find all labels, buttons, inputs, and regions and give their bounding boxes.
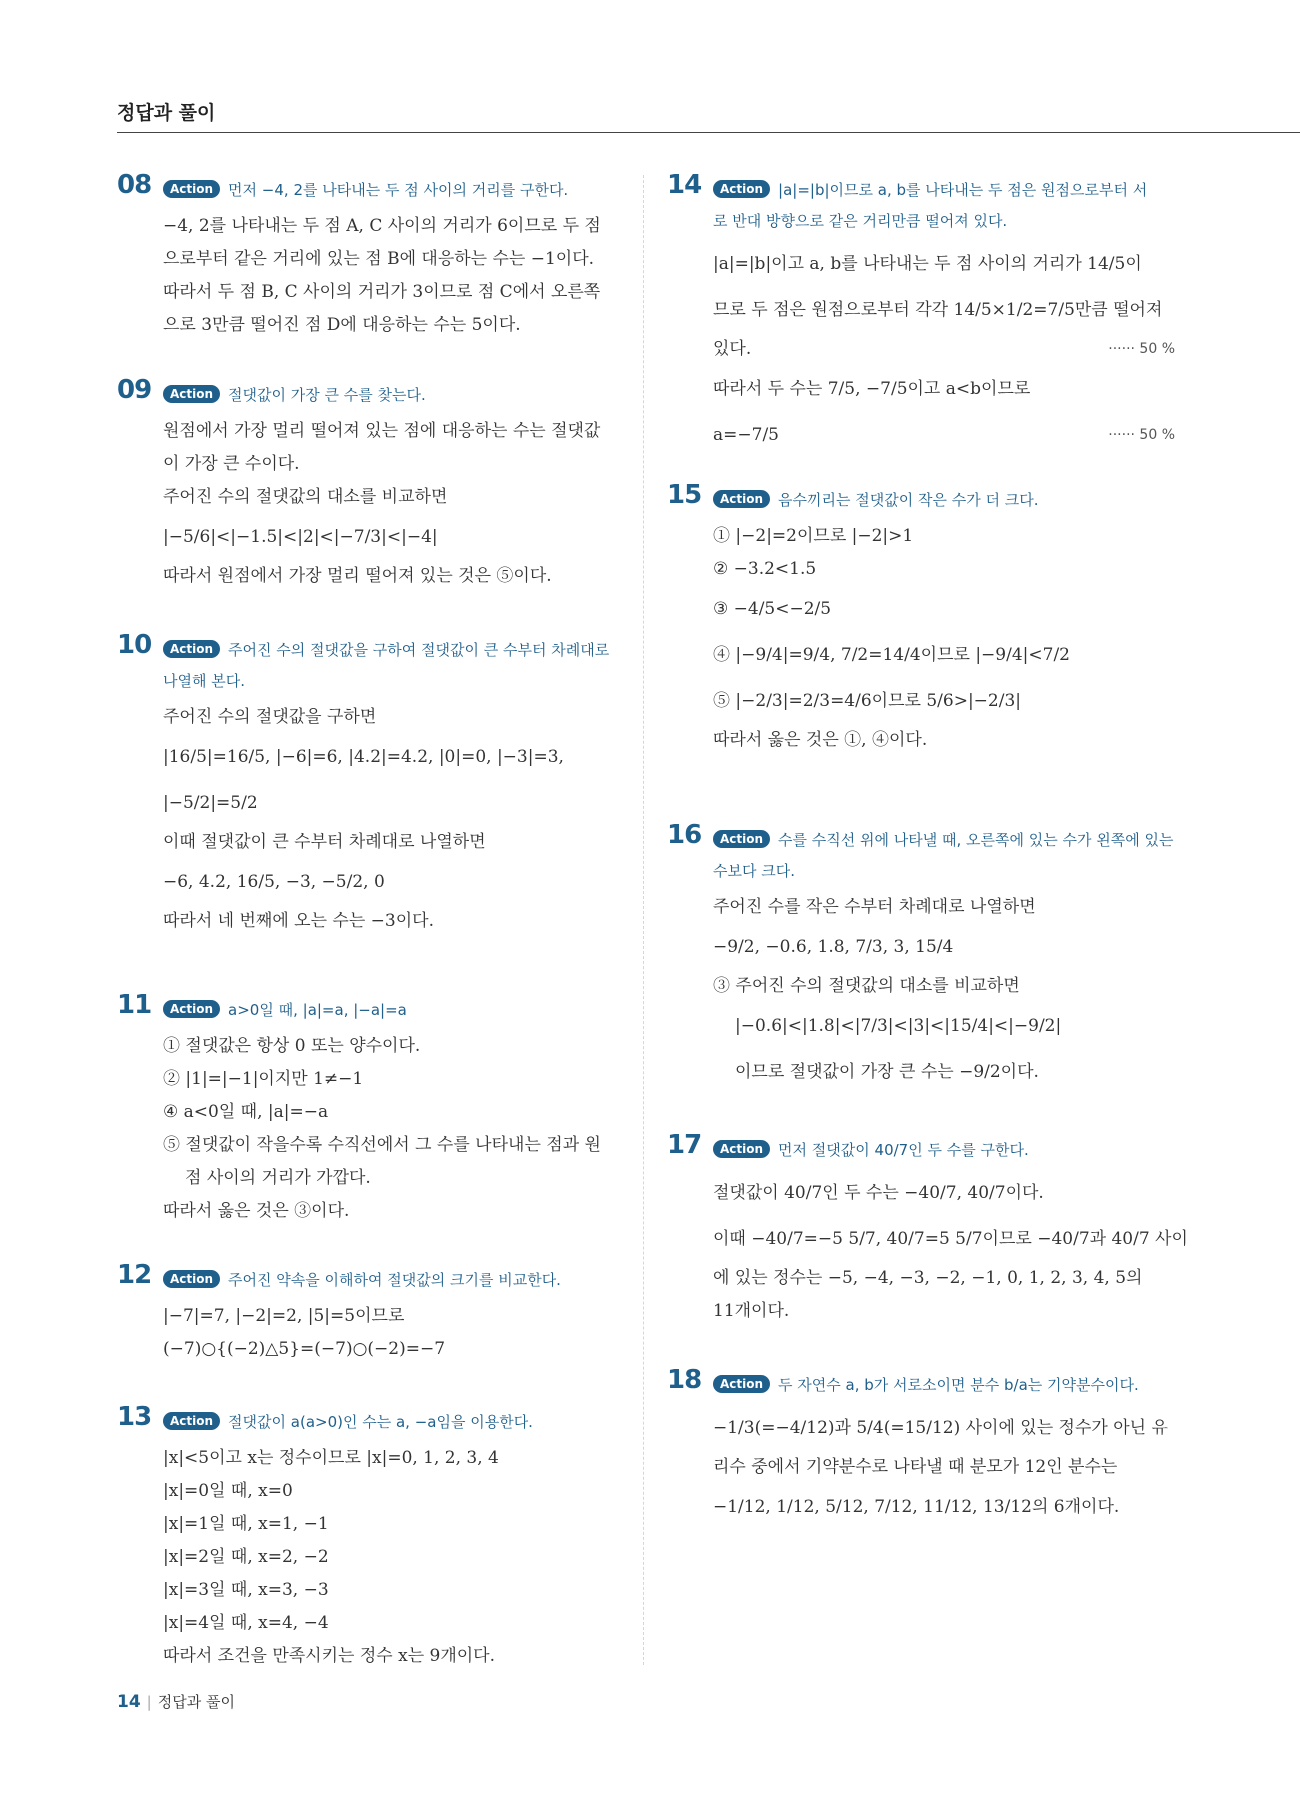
action-hint [713,825,1175,856]
solution-line-text: −1/12, 1/12, 5/12, 7/12, 11/12, 13/12의 6개이다. [713,1497,1120,1517]
solution-line [713,520,1175,553]
action-badge: Action [163,180,220,198]
solution-body [713,520,1175,757]
solution-line [163,1508,629,1541]
solution-line-text: −1/3(=−4/12)과 5/4(=15/12) 사이에 있는 정수가 아닌 유 [713,1418,1168,1438]
action-hint [163,995,629,1026]
solution-body [163,210,629,342]
solution-line [713,553,1175,586]
action-hint [713,175,1175,206]
solution-line [713,970,1175,1003]
solution-line-text: 따라서 옳은 것은 ①, ④이다. [713,730,928,750]
solution-line [163,1063,629,1096]
solution-line [713,924,1175,970]
solution-line [713,1405,1175,1451]
solution-line [163,560,629,593]
problem-number: 09 [117,375,152,405]
solution-body [713,1405,1175,1530]
solution-line [163,276,629,309]
problem-08 [117,170,629,342]
solution-line [163,1300,629,1333]
solution-line [713,287,1175,333]
solution-line [163,243,629,276]
header-divider [117,132,1300,133]
solution-line [163,1030,629,1063]
solution-line-text: 이때 절댓값이 큰 수부터 차례대로 나열하면 [163,832,486,852]
solution-line-text: 으로부터 같은 거리에 있는 점 B에 대응하는 수는 −1이다. [163,249,595,269]
solution-line-text: 절댓값이 40/7인 두 수는 −40/7, 40/7이다. [713,1183,1044,1203]
solution-line-text: −9/2, −0.6, 1.8, 7/3, 3, 15/4 [713,937,954,957]
solution-line [163,1162,629,1195]
solution-body [163,415,629,593]
solution-line [163,701,629,734]
action-hint-text: 절댓값이 a(a>0)인 수는 a, −a임을 이용한다. [228,1413,533,1431]
solution-line-text: |x|<5이고 x는 정수이므로 |x|=0, 1, 2, 3, 4 [163,1448,499,1468]
solution-line [713,678,1175,724]
solution-body [163,1030,629,1228]
solution-line-text: |x|=4일 때, x=4, −4 [163,1613,329,1633]
solution-line-text: |−0.6|<|1.8|<|7/3|<|3|<|15/4|<|−9/2| [735,1016,1062,1036]
solution-line-text: 따라서 조건을 만족시키는 정수 x는 9개이다. [163,1646,495,1666]
action-badge: Action [163,1412,220,1430]
action-hint-text: 절댓값이 가장 큰 수를 찾는다. [228,386,426,404]
solution-line-text: 므로 두 점은 원점으로부터 각각 14/5×1/2=7/5만큼 떨어져 [713,300,1163,320]
solution-line-text: 주어진 수의 절댓값의 대소를 비교하면 [163,487,448,507]
problem-number: 13 [117,1402,152,1432]
problem-18 [667,1365,1175,1530]
solution-line [713,1451,1175,1484]
solution-line-text: 이때 −40/7=−5 5/7, 40/7=5 5/7이므로 −40/7과 40/7 사이 [713,1229,1188,1249]
solution-line [163,210,629,243]
score-percent: ······ 50 % [1108,341,1175,357]
solution-line-text: 이 가장 큰 수이다. [163,454,300,474]
solution-body [163,1442,629,1673]
solution-line-text: 주어진 수를 작은 수부터 차례대로 나열하면 [713,897,1036,917]
solution-line [713,333,1175,366]
solution-line [163,309,629,342]
solution-line-text: ② |1|=|−1|이지만 1≠−1 [163,1069,364,1089]
solution-line-text: 이므로 절댓값이 가장 큰 수는 −9/2이다. [735,1062,1039,1082]
solution-line-text: |x|=3일 때, x=3, −3 [163,1580,329,1600]
action-hint [713,485,1175,516]
solution-line [163,905,629,938]
solution-line-text: 따라서 두 수는 7/5, −7/5이고 a<b이므로 [713,379,1031,399]
solution-body [713,891,1175,1095]
solution-line [713,1262,1175,1295]
solution-line [163,859,629,905]
solution-line-text: ④ |−9/4|=9/4, 7/2=14/4이므로 |−9/4|<7/2 [713,645,1070,665]
solution-line [163,780,629,826]
solution-line [163,1129,629,1162]
solution-line [713,891,1175,924]
solution-line-text: |16/5|=16/5, |−6|=6, |4.2|=4.2, |0|=0, |−3|=3, [163,747,564,767]
action-hint [713,1370,1175,1401]
solution-line [713,1216,1188,1262]
solution-line [163,481,629,514]
solution-line [713,586,1175,632]
action-hint [163,635,629,666]
solution-line-text: −4, 2를 나타내는 두 점 A, C 사이의 거리가 6이므로 두 점 [163,216,601,236]
solution-line [713,724,1175,757]
solution-line [163,1333,629,1366]
action-badge: Action [713,490,770,508]
solution-line-text: ① 절댓값은 항상 0 또는 양수이다. [163,1036,421,1056]
solution-line [713,1295,1175,1328]
solution-line-text: |a|=|b|이고 a, b를 나타내는 두 점 사이의 거리가 14/5이 [713,254,1142,274]
solution-line-text: ④ a<0일 때, |a|=−a [163,1102,329,1122]
action-hint [163,1407,629,1438]
action-hint-text-cont: 수보다 크다. [713,862,795,880]
solution-line-text: ⑤ |−2/3|=2/3=4/6이므로 5/6>|−2/3| [713,691,1022,711]
action-hint-text: 음수끼리는 절댓값이 작은 수가 더 크다. [778,491,1039,509]
solution-body [713,241,1175,458]
solution-body [163,1300,629,1366]
solution-line-text: 따라서 옳은 것은 ③이다. [163,1201,350,1221]
solution-line-text: ③ −4/5<−2/5 [713,599,832,619]
solution-line-text: 따라서 두 점 B, C 사이의 거리가 3이므로 점 C에서 오른쪽 [163,282,601,302]
solution-line [713,632,1175,678]
solution-line-text: |x|=2일 때, x=2, −2 [163,1547,329,1567]
solution-line [163,1640,629,1673]
solution-line [713,1170,1175,1216]
action-badge: Action [163,1000,220,1018]
solution-line-text: 에 있는 정수는 −5, −4, −3, −2, −1, 0, 1, 2, 3, 4, 5의 [713,1268,1143,1288]
problem-15 [667,480,1175,757]
problem-number: 15 [667,480,702,510]
problem-number: 11 [117,990,152,1020]
solution-line-text: |x|=0일 때, x=0 [163,1481,293,1501]
solution-line-text: ① |−2|=2이므로 |−2|>1 [713,526,914,546]
footer-separator: | [146,1693,152,1711]
action-badge: Action [713,1375,770,1393]
solution-line [163,514,629,560]
solution-line-text: −6, 4.2, 16/5, −3, −5/2, 0 [163,872,385,892]
action-badge: Action [163,1270,220,1288]
solution-line-text: a=−7/5 [713,425,779,445]
solution-line-text: |−5/2|=5/2 [163,793,258,813]
action-hint-text: 먼저 −4, 2를 나타내는 두 점 사이의 거리를 구한다. [228,181,569,199]
solution-line-text: 11개이다. [713,1301,790,1321]
solution-line-text: 으로 3만큼 떨어진 점 D에 대응하는 수는 5이다. [163,315,521,335]
action-hint-text: 주어진 약속을 이해하여 절댓값의 크기를 비교한다. [228,1271,561,1289]
solution-line-text: 리수 중에서 기약분수로 나타낼 때 분모가 12인 분수는 [713,1457,1118,1477]
solution-line [713,1003,1175,1049]
solution-line [163,1607,629,1640]
problem-number: 12 [117,1260,152,1290]
solution-line [163,1442,629,1475]
solution-line [163,1475,629,1508]
column-divider [643,175,644,1665]
problem-09 [117,375,629,593]
solution-line [713,412,1175,458]
problem-number: 16 [667,820,702,850]
solution-body [163,701,629,938]
problem-12 [117,1260,629,1366]
action-badge: Action [163,385,220,403]
solution-line [163,734,629,780]
action-hint-text: a>0일 때, |a|=a, |−a|=a [228,1001,407,1019]
solution-line-text: (−7)○{(−2)△5}=(−7)○(−2)=−7 [163,1339,446,1359]
action-hint-text: 두 자연수 a, b가 서로소이면 분수 b/a는 기약분수이다. [778,1376,1139,1394]
solution-line [163,415,629,448]
problem-11 [117,990,629,1228]
problem-number: 17 [667,1130,702,1160]
solution-line-text: 있다. [713,339,752,359]
action-hint [713,1135,1175,1166]
solution-body [713,1170,1188,1328]
solution-line [163,1574,629,1607]
solution-line-text: |x|=1일 때, x=1, −1 [163,1514,329,1534]
solution-line [163,1541,629,1574]
solution-line-text: ③ 주어진 수의 절댓값의 대소를 비교하면 [713,976,1020,996]
solution-line-text: 따라서 원점에서 가장 멀리 떨어져 있는 것은 ⑤이다. [163,566,552,586]
action-badge: Action [713,1140,770,1158]
solution-line [163,1195,629,1228]
problem-13 [117,1402,629,1673]
problem-17 [667,1130,1188,1328]
problem-14 [667,170,1175,458]
solution-line [713,366,1175,412]
problem-number: 08 [117,170,152,200]
solution-line-text: 점 사이의 거리가 가깝다. [185,1168,371,1188]
action-hint [163,175,629,206]
action-badge: Action [163,640,220,658]
solution-line [163,448,629,481]
problem-16 [667,820,1175,1095]
solution-line-text: |−5/6|<|−1.5|<|2|<|−7/3|<|−4| [163,527,438,547]
solution-line [163,826,629,859]
action-hint [163,380,629,411]
action-hint-text: 주어진 수의 절댓값을 구하여 절댓값이 큰 수부터 차례대로 [228,641,610,659]
problem-number: 10 [117,630,152,660]
problem-10 [117,630,629,938]
page-header-title: 정답과 풀이 [117,102,216,124]
action-hint-text: 먼저 절댓값이 40/7인 두 수를 구한다. [778,1141,1029,1159]
action-hint-text: 수를 수직선 위에 나타낼 때, 오른쪽에 있는 수가 왼쪽에 있는 [778,831,1174,849]
action-hint-text-cont: 나열해 본다. [163,672,245,690]
solution-line-text: 주어진 수의 절댓값을 구하면 [163,707,377,727]
solution-line-text: 원점에서 가장 멀리 떨어져 있는 점에 대응하는 수는 절댓값 [163,421,601,441]
solution-line-text: ② −3.2<1.5 [713,559,817,579]
action-badge: Action [713,830,770,848]
solution-line-text: 따라서 네 번째에 오는 수는 −3이다. [163,911,434,931]
solution-line [163,1096,629,1129]
solution-line-text: ⑤ 절댓값이 작을수록 수직선에서 그 수를 나타내는 점과 원 [163,1135,601,1155]
page-footer [117,1691,235,1712]
action-hint-text-cont: 로 반대 방향으로 같은 거리만큼 떨어져 있다. [713,212,1008,230]
action-hint [163,1265,629,1296]
problem-number: 18 [667,1365,702,1395]
problem-number: 14 [667,170,702,200]
solution-line [713,1049,1175,1095]
page-number: 14 [117,1692,141,1712]
footer-section: 정답과 풀이 [157,1693,235,1711]
action-hint-text: |a|=|b|이므로 a, b를 나타내는 두 점은 원점으로부터 서 [778,181,1148,199]
score-percent: ······ 50 % [1108,427,1175,443]
solution-line [713,1484,1175,1530]
action-badge: Action [713,180,770,198]
solution-line-text: |−7|=7, |−2|=2, |5|=5이므로 [163,1306,405,1326]
solution-line [713,241,1175,287]
